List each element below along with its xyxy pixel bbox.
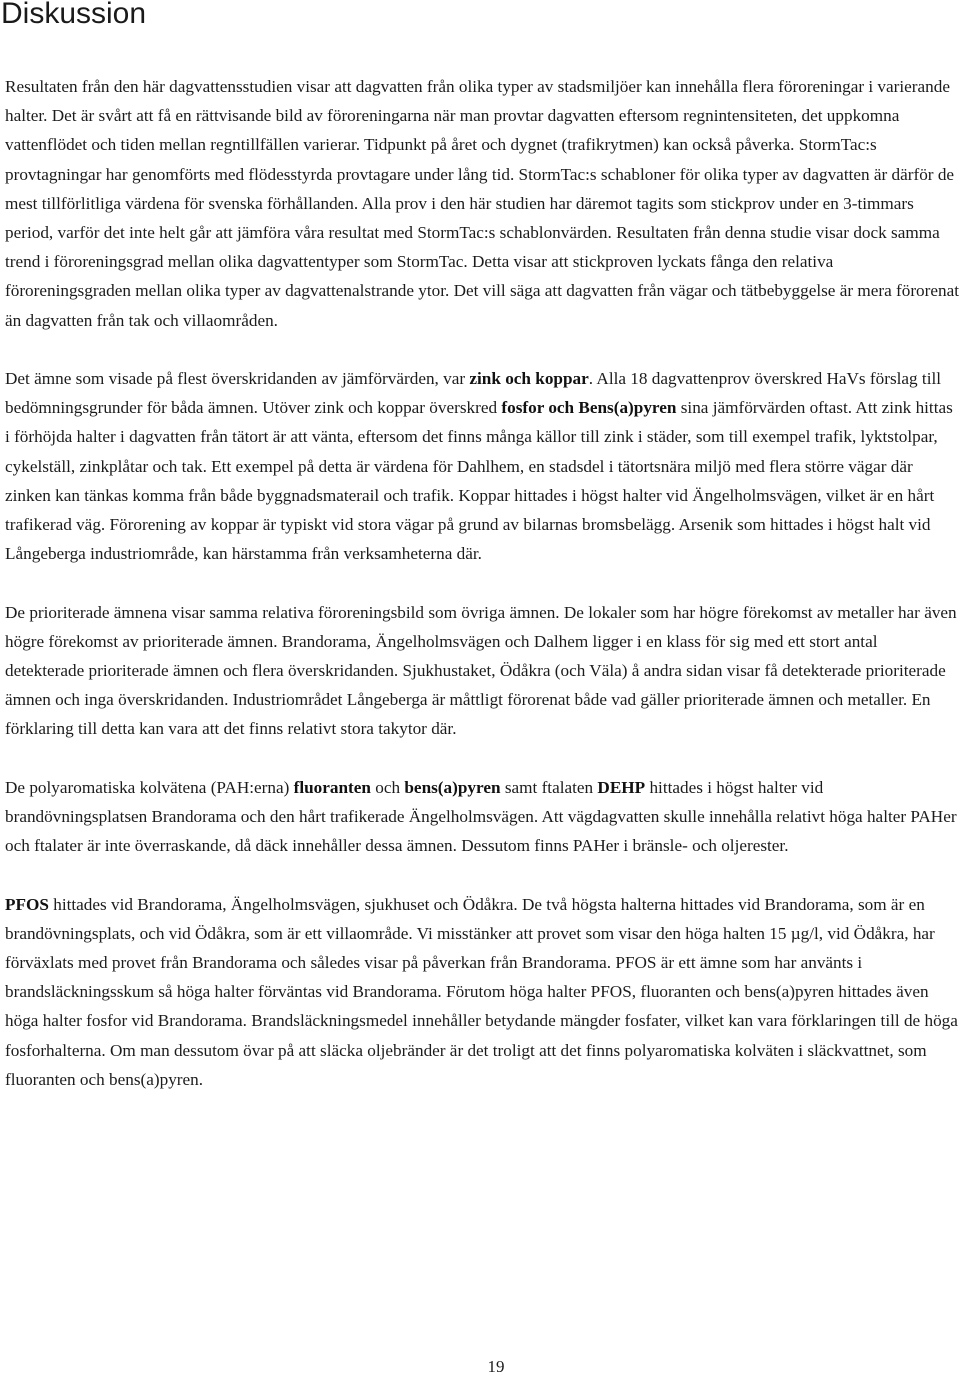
text-run: Resultaten från den här dagvattensstudien visar att dagvatten från olika typer av stadsmiljöer kan innehålla flera föroreningar i varierande halter. Det är svårt att få en rättvisande bild av föroreningarna när man provtar dagvatten eftersom regnintensiteten, det uppkomna vattenflödet och tiden mellan regntillfällen varierar. Tidpunkt på året och dygnet (trafikrytmen) kan också påverka. StormTac:s provtagningar har genomförts med flödesstyrda provtagare under lång tid. StormTac:s schabloner för olika typer av dagvatten är därför de mest tillförlitliga värdena för svenska förhållanden. Alla prov i den här studien har däremot tagits som stickprov under en 3-timmars period, varför det inte helt går att jämföra våra resultat med StormTac:s schablonvärden. Resultaten från denna studie visar dock samma trend i föroreningsgrad mellan olika dagvattentyper som StormTac. Detta visar att stickproven lyckats fånga den relativa föroreningsgraden mellan olika typer av dagvattenalstrande ytor. Det vill säga att dagvatten från vägar och tätbebyggelse är mera förorenat än dagvatten från tak och villaområden. xyxy=(5,77,959,330)
paragraph xyxy=(5,890,960,1094)
text-run: hittades i högst halter vid brandövningsplatsen Brandorama och den hårt trafikerade Ängelholmsvägen. Att vägdagvatten skulle innehålla relativt höga halter PAHer och ftalater är inte överraskande, då däck innehåller dessa ämnen. Dessutom finns PAHer i bränsle- och oljerester. xyxy=(5,777,957,856)
paragraph xyxy=(5,773,960,861)
bold-term: zink och koppar xyxy=(469,369,589,389)
text-run: De polyaromatiska kolvätena (PAH:erna) xyxy=(5,777,294,797)
page-number: 19 xyxy=(487,1357,505,1376)
text-run: . Alla 18 dagvattenprov överskred HaVs förslag till bedömningsgrunder för båda ämnen. Utöver zink och koppar överskred xyxy=(5,369,942,418)
bold-term: fluoranten xyxy=(293,777,371,797)
text-run: hittades vid Brandorama, Ängelholmsvägen, sjukhuset och Ödåkra. De två högsta halterna hittades vid Brandorama, som är en brandövningsplats, och vid Ödåkra, som är ett villaområde. Vi misstänker att provet som visar den höga halten 15 µg/l, vid Ödåkra, har förväxlats med provet från Brandorama och således visar på påverkan från Brandorama. PFOS är ett ämne som har använts i brandsläckningsskum så höga halter förväntas vid Brandorama. Förutom höga halter PFOS, fluoranten och bens(a)pyren hittades även höga halter fosfor vid Brandorama. Brandsläckningsmedel innehåller betydande mängder fosfater, vilket kan vara förklaringen till de höga fosforhalterna. Om man dessutom övar på att släcka oljebränder är det troligt att det finns polyaromatiska kolväten i släckvattnet, som fluoranten och bens(a)pyren. xyxy=(5,894,958,1089)
bold-term: PFOS xyxy=(5,894,49,914)
paragraph xyxy=(5,364,960,568)
section-heading: Diskussion xyxy=(1,0,147,30)
bold-term: DEHP xyxy=(597,777,646,797)
text-run: och xyxy=(370,777,405,797)
text-run: De prioriterade ämnena visar samma relativa föroreningsbild som övriga ämnen. De lokaler som har högre förekomst av metaller har även högre förekomst av prioriterade ämnen. Brandorama, Ängelholmsvägen och Dalhem ligger i en klass för sig med ett stort antal detekterade prioriterade ämnen och flera överskridanden. Sjukhustaket, Ödåkra (och Väla) å andra sidan visar få detekterade prioriterade ämnen och inga överskridanden. Industriområdet Långeberga är måttligt förorenat både vad gäller prioriterade ämnen och metaller. En förklaring till detta kan vara att det finns relativt stora takytor där. xyxy=(5,602,957,739)
text-run: samt ftalaten xyxy=(500,777,598,797)
body-text xyxy=(5,72,960,1123)
paragraph xyxy=(5,72,960,335)
bold-term: fosfor och Bens(a)pyren xyxy=(501,398,677,418)
paragraph xyxy=(5,598,960,744)
text-run: sina jämförvärden oftast. Att zink hittas i förhöjda halter i dagvatten från tätort är att vänta, eftersom det finns många källor till zink i städer, som till exempel trafik, lyktstolpar, cykelställ, zinkplåtar och tak. Ett exempel på detta är värdena för Dahlhem, en stadsdel i tätortsnära miljö med flera större vägar där zinken kan tänkas komma från både byggnadsmaterail och trafik. Koppar hittades i högst halter vid Ängelholmsvägen, vilket är en hårt trafikerad väg. Förorening av koppar är typiskt vid stora vägar på grund av bilarnas bromsbelägg. Arsenik som hittades i högst halt vid Långeberga industriområde, kan härstamma från verksamheterna där. xyxy=(5,398,953,564)
text-run: Det ämne som visade på flest överskridanden av jämförvärden, var xyxy=(5,369,470,389)
bold-term: bens(a)pyren xyxy=(404,777,501,797)
